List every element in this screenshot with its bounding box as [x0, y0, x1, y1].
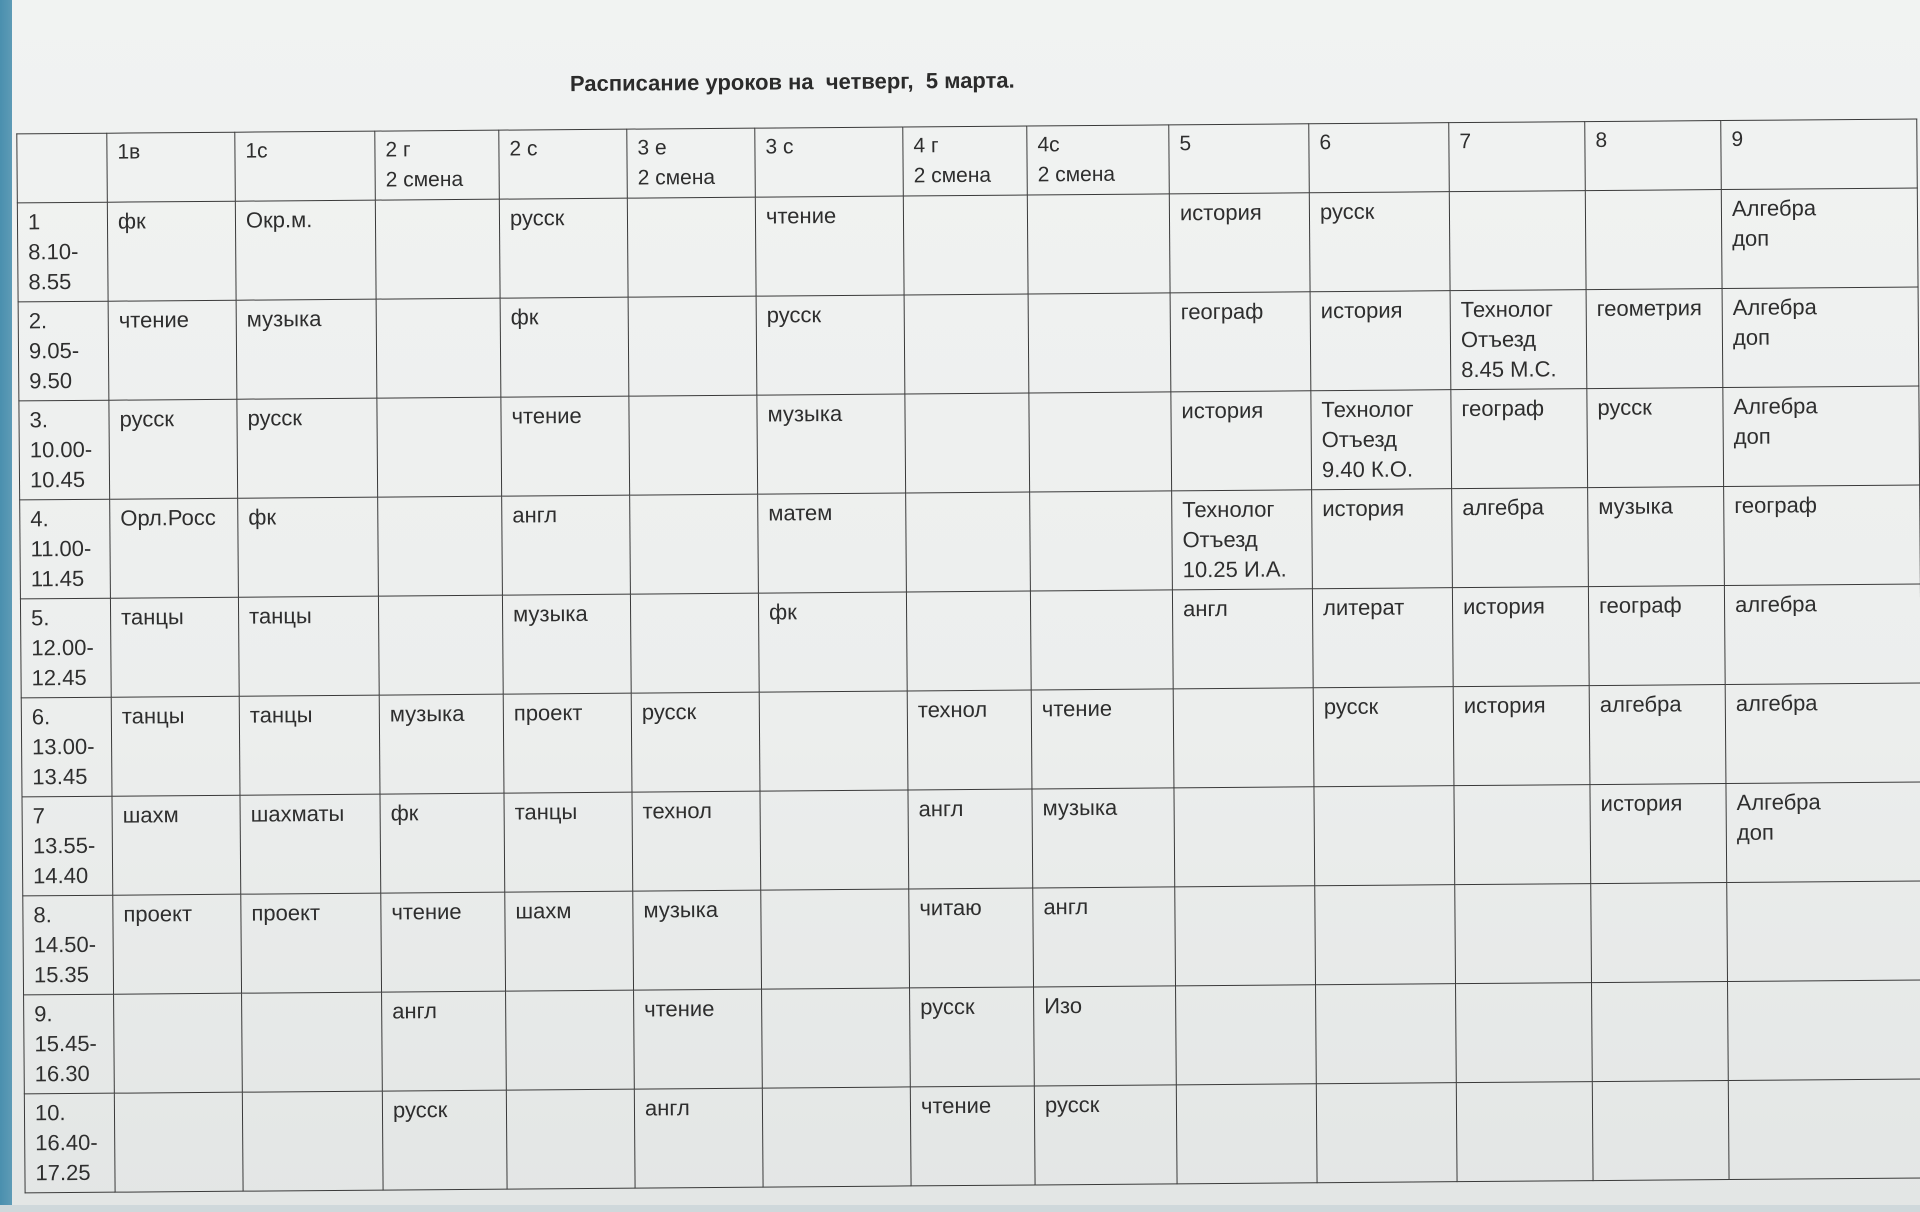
lesson-row — [24, 1079, 1920, 1193]
subject-cell — [1592, 1081, 1729, 1181]
class-header: 4с 2 смена — [1027, 125, 1170, 195]
subject-cell: Алгебра доп — [1722, 287, 1919, 388]
subject-cell — [905, 393, 1030, 493]
subject-cell — [1174, 787, 1315, 887]
subject-cell — [1316, 984, 1457, 1084]
subject-cell — [114, 993, 243, 1093]
subject-cell — [1176, 1084, 1317, 1184]
lesson-row — [24, 980, 1920, 1094]
subject-cell — [630, 494, 759, 594]
lesson-time: 3. 10.00- 10.45 — [19, 400, 110, 500]
subject-cell: русск — [237, 398, 378, 498]
subject-cell: англ — [502, 495, 631, 595]
lesson-time: 7 13.55- 14.40 — [22, 796, 113, 896]
subject-cell: музыка — [757, 394, 906, 494]
subject-cell: англ — [634, 1088, 763, 1188]
subject-cell: географ — [1588, 586, 1725, 686]
subject-cell — [904, 294, 1029, 394]
subject-cell: алгебра — [1724, 584, 1920, 685]
subject-cell: технол — [907, 690, 1032, 790]
subject-cell — [1176, 985, 1317, 1085]
subject-cell — [1591, 883, 1728, 983]
subject-cell — [378, 595, 503, 695]
subject-cell — [906, 492, 1031, 592]
subject-cell — [375, 199, 500, 299]
subject-cell: чтение — [910, 1086, 1035, 1186]
subject-cell: история — [1590, 784, 1727, 884]
subject-cell — [1173, 688, 1314, 788]
subject-cell — [114, 1092, 243, 1192]
subject-cell: фк — [107, 201, 236, 301]
lesson-row — [17, 188, 1918, 302]
subject-cell: чтение — [381, 892, 506, 992]
subject-cell — [1585, 190, 1722, 290]
subject-cell: Изо — [1034, 986, 1177, 1086]
class-header: 2 с — [499, 129, 628, 199]
subject-cell — [1316, 1083, 1457, 1183]
subject-cell: географ — [1170, 292, 1311, 392]
subject-cell: литерат — [1312, 588, 1453, 688]
subject-cell — [760, 790, 909, 890]
subject-cell — [506, 990, 635, 1090]
subject-cell — [762, 1087, 911, 1187]
subject-cell — [242, 1091, 383, 1191]
lesson-row — [20, 584, 1920, 698]
subject-cell — [242, 992, 383, 1092]
subject-cell: музыка — [236, 299, 377, 399]
subject-cell: русск — [382, 1090, 507, 1190]
subject-cell: музыка — [1588, 487, 1725, 587]
subject-cell: русск — [910, 987, 1035, 1087]
subject-cell: чтение — [108, 300, 237, 400]
subject-cell: русск — [499, 198, 628, 298]
subject-cell: географ — [1451, 389, 1588, 489]
subject-cell — [761, 889, 910, 989]
class-header: 6 — [1309, 123, 1450, 193]
schedule-title: Расписание уроков на четверг, 5 марта. — [569, 67, 1015, 97]
class-header: 8 — [1585, 121, 1722, 191]
class-header: 1в — [107, 132, 236, 202]
subject-cell: матем — [758, 493, 907, 593]
subject-cell — [376, 298, 501, 398]
subject-cell — [1454, 785, 1591, 885]
subject-cell: танцы — [504, 792, 633, 892]
subject-cell — [629, 395, 758, 495]
subject-cell — [1029, 392, 1172, 492]
lesson-row — [22, 782, 1920, 896]
subject-cell: фк — [238, 497, 379, 597]
lesson-time: 10. 16.40- 17.25 — [24, 1093, 115, 1193]
class-header: 5 — [1169, 124, 1310, 194]
subject-cell: фк — [500, 297, 629, 397]
subject-cell: Окр.м. — [235, 200, 376, 300]
header-corner — [17, 133, 108, 203]
subject-cell: история — [1312, 489, 1453, 589]
lesson-time: 1 8.10- 8.55 — [17, 202, 108, 302]
class-header: 3 е 2 смена — [627, 128, 756, 198]
subject-cell — [1728, 980, 1920, 1081]
class-header: 4 г 2 смена — [903, 126, 1028, 196]
subject-cell: музыка — [379, 694, 504, 794]
subject-cell: фк — [380, 793, 505, 893]
subject-cell: проект — [503, 693, 632, 793]
subject-cell: Алгебра доп — [1726, 782, 1920, 883]
class-header: 2 г 2 смена — [375, 130, 500, 200]
class-header: 1с — [235, 131, 376, 201]
subject-cell: русск — [109, 399, 238, 499]
subject-cell: алгебра — [1452, 488, 1589, 588]
subject-cell: Орл.Росс — [110, 498, 239, 598]
subject-cell — [627, 197, 756, 297]
subject-cell: алгебра — [1725, 683, 1920, 784]
subject-cell: Алгебра доп — [1721, 188, 1918, 289]
subject-cell: русск — [1034, 1085, 1177, 1185]
subject-cell: географ — [1724, 485, 1920, 586]
subject-cell — [1727, 881, 1920, 982]
lesson-time: 5. 12.00- 12.45 — [20, 598, 111, 698]
lesson-row — [18, 287, 1919, 401]
subject-cell: русск — [631, 692, 760, 792]
subject-cell — [1030, 590, 1173, 690]
subject-cell — [1456, 983, 1593, 1083]
subject-cell — [762, 988, 911, 1088]
lesson-time: 9. 15.45- 16.30 — [24, 994, 115, 1094]
subject-cell — [1728, 1079, 1920, 1180]
subject-cell: танцы — [111, 696, 240, 796]
subject-cell: чтение — [1031, 689, 1174, 789]
subject-cell — [630, 593, 759, 693]
class-header: 7 — [1449, 122, 1586, 192]
subject-cell — [1315, 885, 1456, 985]
subject-cell: Технолог Отъезд 8.45 М.С. — [1450, 290, 1587, 390]
subject-cell — [1175, 886, 1316, 986]
subject-cell: русск — [1309, 192, 1450, 292]
subject-cell: чтение — [501, 396, 630, 496]
subject-cell: технол — [632, 791, 761, 891]
subject-cell: англ — [1033, 887, 1176, 987]
subject-cell — [1592, 982, 1729, 1082]
lesson-time: 6. 13.00- 13.45 — [21, 697, 112, 797]
subject-cell — [506, 1089, 635, 1189]
subject-cell — [903, 195, 1028, 295]
subject-cell: история — [1169, 193, 1310, 293]
subject-cell — [1028, 293, 1171, 393]
subject-cell: музыка — [502, 594, 631, 694]
subject-cell — [1314, 786, 1455, 886]
subject-cell — [628, 296, 757, 396]
lesson-time: 2. 9.05- 9.50 — [18, 301, 109, 401]
subject-cell: история — [1171, 391, 1312, 491]
subject-cell: фк — [758, 592, 907, 692]
subject-cell: Алгебра доп — [1723, 386, 1920, 487]
subject-cell: геометрия — [1586, 289, 1723, 389]
subject-cell: русск — [1313, 687, 1454, 787]
subject-cell — [378, 496, 503, 596]
lesson-time: 8. 14.50- 15.35 — [23, 895, 114, 995]
subject-cell: музыка — [633, 890, 762, 990]
subject-cell: Технолог Отъезд 9.40 К.О. — [1311, 390, 1452, 490]
schedule-table — [16, 118, 1920, 1193]
subject-cell: англ — [382, 991, 507, 1091]
subject-cell: танцы — [110, 597, 239, 697]
subject-cell: шахм — [112, 795, 241, 895]
subject-cell: русск — [756, 295, 905, 395]
lesson-time: 4. 11.00- 11.45 — [20, 499, 111, 599]
subject-cell: Технолог Отъезд 10.25 И.А. — [1172, 490, 1313, 590]
subject-cell: проект — [113, 894, 242, 994]
subject-cell — [1455, 884, 1592, 984]
lesson-row — [23, 881, 1920, 995]
subject-cell: танцы — [238, 596, 379, 696]
schedule-document — [9, 0, 1918, 1212]
subject-cell: русск — [1587, 388, 1724, 488]
subject-cell — [1030, 491, 1173, 591]
subject-cell — [1456, 1082, 1593, 1182]
subject-cell: проект — [241, 893, 382, 993]
lesson-row — [21, 683, 1920, 797]
subject-cell: история — [1310, 291, 1451, 391]
subject-cell: алгебра — [1589, 685, 1726, 785]
lesson-row — [20, 485, 1920, 599]
class-header: 9 — [1721, 119, 1918, 190]
subject-cell: чтение — [755, 196, 904, 296]
subject-cell: шахматы — [240, 794, 381, 894]
subject-cell: история — [1453, 686, 1590, 786]
subject-cell — [1027, 194, 1170, 294]
subject-cell: англ — [908, 789, 1033, 889]
class-header: 3 с — [755, 127, 904, 197]
subject-cell: история — [1452, 587, 1589, 687]
subject-cell: шахм — [505, 891, 634, 991]
subject-cell: танцы — [239, 695, 380, 795]
subject-cell: чтение — [634, 989, 763, 1089]
subject-cell — [906, 591, 1031, 691]
subject-cell: музыка — [1032, 788, 1175, 888]
subject-cell — [1449, 191, 1586, 291]
subject-cell: читаю — [909, 888, 1034, 988]
lesson-row — [19, 386, 1920, 500]
subject-cell: англ — [1172, 589, 1313, 689]
subject-cell — [759, 691, 908, 791]
subject-cell — [377, 397, 502, 497]
